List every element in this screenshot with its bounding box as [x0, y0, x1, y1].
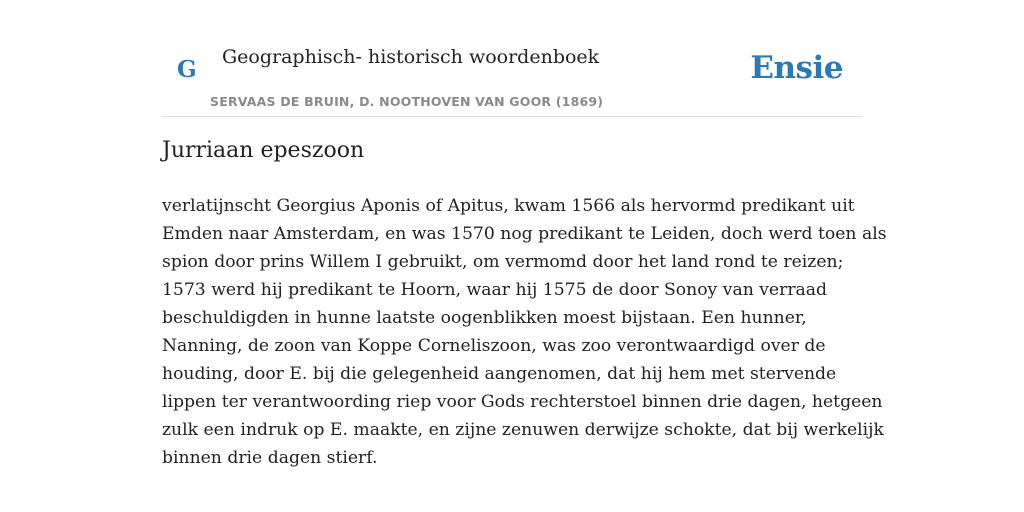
book-header [162, 0, 862, 117]
entry-body-line: zulk een indruk op E. maakte, en zijne zenuwen derwijze schokte, dat bij werkelijk [162, 420, 884, 440]
ensie-logo-link[interactable]: Ensie [750, 50, 843, 86]
book-authors: SERVAAS DE BRUIN, D. NOOTHOVEN VAN GOOR (1869) [210, 94, 604, 109]
entry-body-line: 1573 werd hij predikant te Hoorn, waar hij 1575 de door Sonoy van verraad [162, 280, 828, 300]
entry-body-line: houding, door E. bij die gelegenheid aangenomen, dat hij hem met stervende [162, 364, 837, 384]
book-title-link[interactable]: Geographisch- historisch woordenboek [222, 46, 600, 68]
entry-body-line: spion door prins Willem I gebruikt, om vermomd door het land rond te reizen; [162, 252, 844, 272]
entry-body-line: binnen drie dagen stierf. [162, 448, 378, 468]
entry-body-line: beschuldigden in hunne laatste oogenblikken moest bijstaan. Een hunner, [162, 308, 807, 328]
entry-body-line: verlatijnscht Georgius Aponis of Apitus, kwam 1566 als hervormd predikant uit [162, 196, 855, 216]
entry-body-line: Nanning, de zoon van Koppe Corneliszoon, was zoo verontwaardigd over de [162, 336, 826, 356]
book-letter-icon[interactable]: G [177, 56, 197, 83]
entry-body-line: lippen ter verantwoording riep voor Gods rechterstoel binnen drie dagen, hetgeen [162, 392, 883, 412]
entry-body [162, 192, 887, 472]
entry-body-line: Emden naar Amsterdam, en was 1570 nog predikant te Leiden, doch werd toen als [162, 224, 887, 244]
entry-title: Jurriaan epeszoon [162, 138, 365, 163]
